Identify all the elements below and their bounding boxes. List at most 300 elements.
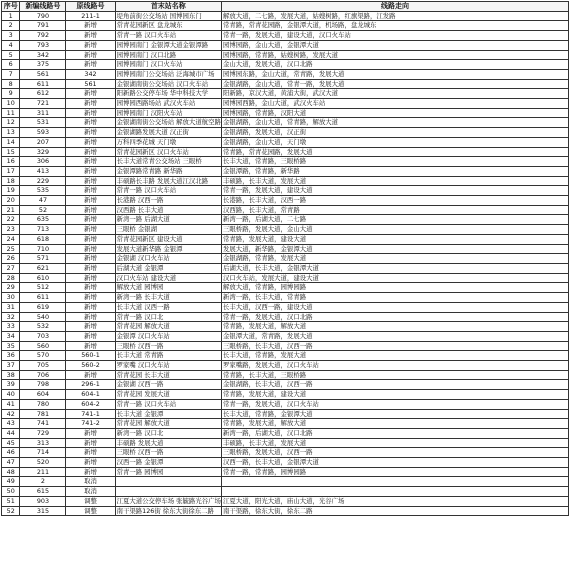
cell-seq: 19 bbox=[2, 186, 20, 196]
cell-terminal-start: 长丰大道常青公交场站 bbox=[116, 157, 181, 166]
cell-terminals bbox=[115, 254, 221, 264]
cell-terminals bbox=[115, 399, 221, 409]
header-old-route: 原线路号 bbox=[66, 2, 115, 12]
cell-new-route: 721 bbox=[20, 99, 66, 109]
cell-new-route: 532 bbox=[20, 322, 66, 332]
cell-new-route: 621 bbox=[20, 263, 66, 273]
cell-terminal-end: 三眼桥 bbox=[182, 157, 202, 166]
cell-terminals bbox=[115, 11, 221, 21]
cell-seq: 31 bbox=[2, 302, 20, 312]
cell-new-route: 611 bbox=[20, 293, 66, 303]
table-row bbox=[2, 40, 569, 50]
cell-terminal-end: 汉西一路 bbox=[137, 448, 164, 457]
table-row bbox=[2, 361, 569, 371]
cell-new-route: 211 bbox=[20, 467, 66, 477]
cell-terminal-end: 国博园东门 bbox=[169, 11, 202, 20]
cell-old-route: 新增 bbox=[66, 244, 115, 254]
cell-route-direction: 园博园路，常青路，姑嫂树路，发展大道 bbox=[222, 50, 569, 60]
cell-terminal-start: 丰硕路长丰路 bbox=[116, 176, 155, 185]
cell-seq: 43 bbox=[2, 419, 20, 429]
cell-new-route: 706 bbox=[20, 370, 66, 380]
cell-terminal-end: 汉正街 bbox=[169, 128, 189, 137]
cell-terminal-start: 汉西路 bbox=[116, 205, 136, 214]
cell-terminal-end: 张毓路光谷广场 bbox=[176, 496, 221, 505]
cell-route-direction: 常青一路，发展大道，建设大道 bbox=[222, 186, 569, 196]
header-route-direction: 线路走向 bbox=[222, 2, 569, 12]
cell-terminal-start: 金银湖 bbox=[116, 254, 136, 263]
cell-old-route: 新增 bbox=[66, 128, 115, 138]
cell-terminal-end: 金银湖 bbox=[137, 225, 157, 234]
cell-terminals bbox=[115, 60, 221, 70]
cell-route-direction: 三眼桥路，长丰大道，汉西一路 bbox=[222, 341, 569, 351]
cell-terminals bbox=[115, 428, 221, 438]
cell-terminal-end: 汉口火车站 bbox=[137, 254, 170, 263]
cell-terminal-end: 发展大道江汉北路 bbox=[156, 176, 209, 185]
cell-old-route: 新增 bbox=[66, 293, 115, 303]
cell-new-route: 703 bbox=[20, 331, 66, 341]
cell-new-route: 375 bbox=[20, 60, 66, 70]
cell-terminal-end: 汉口火车站 bbox=[144, 186, 177, 195]
cell-terminal-end: 汉口北 bbox=[144, 312, 164, 321]
table-row bbox=[2, 215, 569, 225]
cell-terminal-start: 常青花园 bbox=[116, 419, 143, 428]
cell-terminal-start: 常青花园 bbox=[116, 322, 143, 331]
cell-terminal-start: 长港路 bbox=[116, 196, 136, 205]
cell-terminals bbox=[115, 477, 221, 487]
table-row bbox=[2, 477, 569, 487]
header-terminals: 首末站名称 bbox=[115, 2, 221, 12]
cell-terminals bbox=[115, 390, 221, 400]
cell-seq: 52 bbox=[2, 506, 20, 516]
cell-new-route: 413 bbox=[20, 166, 66, 176]
cell-terminal-start: 江夏大道公交停车场 bbox=[116, 496, 175, 505]
cell-terminals bbox=[115, 380, 221, 390]
cell-new-route: 531 bbox=[20, 118, 66, 128]
cell-old-route: 新增 bbox=[66, 21, 115, 31]
cell-seq: 25 bbox=[2, 244, 20, 254]
table-row bbox=[2, 99, 569, 109]
cell-old-route: 新增 bbox=[66, 205, 115, 215]
cell-terminals bbox=[115, 370, 221, 380]
cell-terminals bbox=[115, 205, 221, 215]
cell-terminals bbox=[115, 108, 221, 118]
cell-terminals bbox=[115, 496, 221, 506]
cell-route-direction: 常青一路，发展大道，建设大道，汉口火车站 bbox=[222, 31, 569, 41]
cell-old-route: 新增 bbox=[66, 215, 115, 225]
cell-terminal-end: 盘龙城东 bbox=[156, 21, 183, 30]
cell-terminal-end: 金银潭 bbox=[144, 409, 164, 418]
cell-seq: 10 bbox=[2, 99, 20, 109]
cell-terminal-end: 发展大道 bbox=[144, 390, 170, 399]
cell-terminals bbox=[115, 293, 221, 303]
cell-seq: 16 bbox=[2, 157, 20, 167]
table-row bbox=[2, 409, 569, 419]
cell-seq: 30 bbox=[2, 293, 20, 303]
cell-terminal-start: 常青花园 bbox=[116, 390, 143, 399]
cell-old-route: 新增 bbox=[66, 467, 115, 477]
cell-route-direction: 三眼桥路，发展大道，汉西一路 bbox=[222, 448, 569, 458]
cell-seq: 9 bbox=[2, 89, 20, 99]
cell-old-route: 新增 bbox=[66, 312, 115, 322]
cell-terminals bbox=[115, 31, 221, 41]
table-row bbox=[2, 322, 569, 332]
cell-terminal-end: 汉阳火车站 bbox=[150, 108, 183, 117]
cell-terminal-end: 园博园 bbox=[144, 467, 164, 476]
cell-terminal-start: 金银湖南街公交场站 bbox=[116, 118, 175, 127]
cell-terminal-end: 建设大道 bbox=[156, 234, 183, 243]
cell-new-route: 618 bbox=[20, 234, 66, 244]
cell-terminal-end: 汉口火车站 bbox=[144, 31, 177, 40]
cell-terminal-start: 汉口火车站 bbox=[116, 273, 149, 282]
header-seq: 序号 bbox=[2, 2, 20, 12]
cell-route-direction: 常青路，发展大道，建设大道 bbox=[222, 390, 569, 400]
cell-terminal-end: 金银潭大道金银潭路 bbox=[150, 40, 209, 49]
table-row bbox=[2, 283, 569, 293]
table-row bbox=[2, 205, 569, 215]
cell-seq: 44 bbox=[2, 428, 20, 438]
cell-terminal-start: 金银潭 bbox=[116, 331, 136, 340]
cell-old-route: 新增 bbox=[66, 40, 115, 50]
cell-terminal-start: 金银湖路发展大道 bbox=[116, 128, 168, 137]
cell-old-route: 新增 bbox=[66, 31, 115, 41]
cell-terminal-start: 罗家嘴 bbox=[116, 361, 136, 370]
cell-terminal-start: 新湾一路 bbox=[116, 428, 143, 437]
cell-terminals bbox=[115, 99, 221, 109]
table-row bbox=[2, 234, 569, 244]
table-row bbox=[2, 176, 569, 186]
cell-old-route: 新增 bbox=[66, 147, 115, 157]
cell-terminal-end: 解放大道航空路 bbox=[176, 118, 221, 127]
cell-route-direction: 园博园东路，金山大道，常青路，发展大道 bbox=[222, 69, 569, 79]
table-row bbox=[2, 79, 569, 89]
header-new-route: 新编线路号 bbox=[20, 2, 66, 12]
cell-new-route: 791 bbox=[20, 21, 66, 31]
cell-terminals bbox=[115, 506, 221, 516]
cell-route-direction: 丰硕路，长丰大道，发展大道 bbox=[222, 176, 569, 186]
cell-terminal-start: 常青花园新区 bbox=[116, 147, 155, 156]
table-row bbox=[2, 506, 569, 516]
cell-route-direction: 金银潭路，常青路，新华路 bbox=[222, 166, 569, 176]
cell-terminals bbox=[115, 409, 221, 419]
cell-route-direction: 常青一路，发展大道，汉口火车站 bbox=[222, 399, 569, 409]
cell-terminals bbox=[115, 361, 221, 371]
cell-terminal-start: 新湾一路 bbox=[116, 215, 143, 224]
cell-terminal-end: 长丰大道 bbox=[137, 205, 164, 214]
cell-terminals bbox=[115, 302, 221, 312]
cell-new-route: 635 bbox=[20, 215, 66, 225]
cell-route-direction: 汉西路，长丰大道，常青路 bbox=[222, 205, 569, 215]
cell-terminal-end: 汉口火车站 bbox=[137, 331, 170, 340]
cell-terminals bbox=[115, 351, 221, 361]
cell-terminals bbox=[115, 273, 221, 283]
cell-old-route: 741-2 bbox=[66, 419, 115, 429]
cell-route-direction bbox=[222, 477, 569, 487]
cell-terminal-start: 园博园南门公交场站 bbox=[116, 69, 175, 78]
cell-seq: 36 bbox=[2, 351, 20, 361]
table-row bbox=[2, 50, 569, 60]
table-row bbox=[2, 263, 569, 273]
cell-terminal-start: 园博园南门 bbox=[116, 50, 149, 59]
cell-terminals bbox=[115, 263, 221, 273]
table-row bbox=[2, 380, 569, 390]
cell-new-route: 512 bbox=[20, 283, 66, 293]
cell-new-route: 313 bbox=[20, 438, 66, 448]
cell-route-direction: 三眼桥路，发展大道，金山大道 bbox=[222, 225, 569, 235]
cell-seq: 48 bbox=[2, 467, 20, 477]
table-row bbox=[2, 496, 569, 506]
cell-terminals bbox=[115, 322, 221, 332]
cell-terminals bbox=[115, 166, 221, 176]
table-row bbox=[2, 157, 569, 167]
cell-old-route: 新增 bbox=[66, 99, 115, 109]
cell-old-route: 取消 bbox=[66, 487, 115, 497]
cell-seq: 7 bbox=[2, 69, 20, 79]
cell-terminals bbox=[115, 79, 221, 89]
cell-terminals bbox=[115, 283, 221, 293]
table-row bbox=[2, 147, 569, 157]
cell-new-route: 798 bbox=[20, 380, 66, 390]
cell-terminal-start: 长丰大道 bbox=[116, 409, 143, 418]
cell-old-route: 新增 bbox=[66, 263, 115, 273]
cell-terminals bbox=[115, 89, 221, 99]
cell-new-route: 729 bbox=[20, 428, 66, 438]
cell-seq: 14 bbox=[2, 137, 20, 147]
cell-terminal-end: 汉西一路 bbox=[137, 380, 164, 389]
cell-new-route: 311 bbox=[20, 108, 66, 118]
cell-old-route: 新增 bbox=[66, 225, 115, 235]
cell-terminal-start: 常青花园新区 bbox=[116, 21, 155, 30]
table-row bbox=[2, 312, 569, 322]
table-row bbox=[2, 467, 569, 477]
cell-seq: 46 bbox=[2, 448, 20, 458]
cell-new-route: 611 bbox=[20, 79, 66, 89]
cell-terminals bbox=[115, 225, 221, 235]
cell-old-route: 新增 bbox=[66, 157, 115, 167]
cell-seq: 27 bbox=[2, 263, 20, 273]
cell-route-direction: 常青路，发展大道，解放大道 bbox=[222, 419, 569, 429]
cell-seq: 18 bbox=[2, 176, 20, 186]
cell-terminal-start: 长丰大道 bbox=[116, 351, 143, 360]
cell-old-route: 新增 bbox=[66, 166, 115, 176]
cell-route-direction: 金银湖路，常青路，发展大道 bbox=[222, 254, 569, 264]
cell-old-route: 新增 bbox=[66, 322, 115, 332]
cell-terminal-end: 园博园 bbox=[144, 283, 164, 292]
cell-terminals bbox=[115, 234, 221, 244]
cell-terminal-end: 长丰大道 bbox=[144, 370, 170, 379]
cell-seq: 35 bbox=[2, 341, 20, 351]
cell-old-route: 调整 bbox=[66, 496, 115, 506]
cell-terminals bbox=[115, 467, 221, 477]
cell-route-direction: 金银湖路，金山大道，天门墩 bbox=[222, 137, 569, 147]
cell-new-route: 306 bbox=[20, 157, 66, 167]
cell-seq: 42 bbox=[2, 409, 20, 419]
cell-seq: 45 bbox=[2, 438, 20, 448]
cell-route-direction: 常青路，常青花园路，金银潭大道，机场路，盘龙城东 bbox=[222, 21, 569, 31]
cell-terminals bbox=[115, 244, 221, 254]
table-row bbox=[2, 89, 569, 99]
cell-terminal-end: 华中科技大学 bbox=[169, 89, 209, 98]
cell-terminal-end: 汉口北路 bbox=[150, 50, 177, 59]
cell-seq: 29 bbox=[2, 283, 20, 293]
cell-terminal-end: 汉口火车站 bbox=[150, 60, 183, 69]
table-body bbox=[2, 11, 569, 516]
table-row bbox=[2, 419, 569, 429]
table-row bbox=[2, 399, 569, 409]
cell-old-route: 新增 bbox=[66, 118, 115, 128]
cell-old-route: 新增 bbox=[66, 60, 115, 70]
cell-old-route: 新增 bbox=[66, 234, 115, 244]
cell-terminal-start: 堤角前街公交场站 bbox=[116, 11, 168, 20]
cell-old-route: 211-1 bbox=[66, 11, 115, 21]
cell-new-route: 714 bbox=[20, 448, 66, 458]
cell-seq: 23 bbox=[2, 225, 20, 235]
cell-terminal-start: 汉西一路 bbox=[116, 458, 143, 467]
cell-terminal-start: 三眼桥 bbox=[116, 341, 136, 350]
cell-route-direction: 发展大道，新华路，金银潭大道 bbox=[222, 244, 569, 254]
cell-terminal-end: 汉西一路 bbox=[137, 196, 164, 205]
table-row bbox=[2, 254, 569, 264]
cell-new-route: 52 bbox=[20, 205, 66, 215]
cell-old-route: 新增 bbox=[66, 331, 115, 341]
cell-new-route: 207 bbox=[20, 137, 66, 147]
table-row bbox=[2, 448, 569, 458]
cell-old-route: 新增 bbox=[66, 283, 115, 293]
cell-seq: 41 bbox=[2, 399, 20, 409]
table-row bbox=[2, 60, 569, 70]
table-row bbox=[2, 118, 569, 128]
cell-route-direction: 罗家嘴路，发展大道，汉口火车站 bbox=[222, 361, 569, 371]
cell-route-direction: 常青一路，发展大道，汉口北路 bbox=[222, 312, 569, 322]
cell-new-route: 903 bbox=[20, 496, 66, 506]
cell-route-direction: 园博园路，常青路，汉阳大道 bbox=[222, 108, 569, 118]
cell-seq: 6 bbox=[2, 60, 20, 70]
cell-terminal-start: 南干渠路126街 bbox=[116, 506, 161, 515]
cell-new-route: 604 bbox=[20, 390, 66, 400]
cell-seq: 37 bbox=[2, 361, 20, 371]
cell-seq: 12 bbox=[2, 118, 20, 128]
table-row bbox=[2, 390, 569, 400]
cell-terminals bbox=[115, 487, 221, 497]
table-row bbox=[2, 438, 569, 448]
cell-terminal-end: 解放大道 bbox=[144, 322, 170, 331]
cell-route-direction: 常青路，常青花园路，发展大道 bbox=[222, 147, 569, 157]
cell-terminal-start: 丰硕路 bbox=[116, 438, 136, 447]
cell-new-route: 229 bbox=[20, 176, 66, 186]
cell-terminal-end: 发展大道 bbox=[137, 438, 164, 447]
cell-terminals bbox=[115, 312, 221, 322]
cell-terminal-start: 常青一路 bbox=[116, 399, 143, 408]
cell-terminals bbox=[115, 128, 221, 138]
cell-route-direction: 金银湖路，发展大道，汉正街 bbox=[222, 128, 569, 138]
cell-terminal-end: 长丰大道 bbox=[144, 293, 170, 302]
cell-seq: 40 bbox=[2, 390, 20, 400]
cell-seq: 22 bbox=[2, 215, 20, 225]
cell-terminals bbox=[115, 118, 221, 128]
cell-terminals bbox=[115, 69, 221, 79]
cell-terminals bbox=[115, 137, 221, 147]
cell-terminals bbox=[115, 419, 221, 429]
cell-route-direction: 后湖大道，长丰大道，金银潭大道 bbox=[222, 263, 569, 273]
table-row bbox=[2, 225, 569, 235]
cell-seq: 15 bbox=[2, 147, 20, 157]
cell-route-direction: 阳新路，京汉大道，黄浦大街，武汉大道 bbox=[222, 89, 569, 99]
cell-terminal-start: 常青花园新区 bbox=[116, 234, 155, 243]
cell-terminal-end: 新华路 bbox=[163, 166, 183, 175]
cell-route-direction: 长丰大道，常青路，金银潭大道 bbox=[222, 409, 569, 419]
cell-terminal-start: 金银湖南街公交场站 bbox=[116, 79, 175, 88]
cell-terminal-start: 园博园南门 bbox=[116, 60, 149, 69]
cell-terminal-start: 后湖大道 bbox=[116, 263, 143, 272]
cell-route-direction: 金银潭大道，常青路，发展大道 bbox=[222, 331, 569, 341]
cell-terminal-start: 常青花园 bbox=[116, 370, 143, 379]
table-row bbox=[2, 31, 569, 41]
cell-terminals bbox=[115, 438, 221, 448]
table-row bbox=[2, 186, 569, 196]
cell-terminal-start: 三眼桥 bbox=[116, 225, 136, 234]
cell-new-route: 612 bbox=[20, 89, 66, 99]
cell-seq: 4 bbox=[2, 40, 20, 50]
cell-old-route: 新增 bbox=[66, 186, 115, 196]
cell-route-direction: 长丰大道，常青路，三眼桥路 bbox=[222, 157, 569, 167]
cell-terminal-start: 三眼桥 bbox=[116, 448, 136, 457]
cell-new-route: 570 bbox=[20, 351, 66, 361]
cell-route-direction: 金银湖路，金山大道，常青一路，发展大道 bbox=[222, 79, 569, 89]
cell-terminal-end: 建设大道 bbox=[150, 273, 177, 282]
table-row bbox=[2, 458, 569, 468]
cell-terminal-start: 常青一路 bbox=[116, 467, 143, 476]
cell-old-route: 新增 bbox=[66, 50, 115, 60]
cell-new-route: 47 bbox=[20, 196, 66, 206]
cell-new-route: 780 bbox=[20, 399, 66, 409]
cell-terminal-start: 园博园南门 bbox=[116, 108, 149, 117]
table-row bbox=[2, 244, 569, 254]
cell-new-route: 329 bbox=[20, 147, 66, 157]
cell-seq: 28 bbox=[2, 273, 20, 283]
cell-new-route: 615 bbox=[20, 487, 66, 497]
cell-seq: 49 bbox=[2, 477, 20, 487]
cell-route-direction: 常青路，发展大道，解放大道 bbox=[222, 322, 569, 332]
cell-old-route: 560-2 bbox=[66, 361, 115, 371]
cell-new-route: 561 bbox=[20, 69, 66, 79]
cell-old-route: 新增 bbox=[66, 341, 115, 351]
cell-route-direction: 长丰大道，汉西一路，建设大道 bbox=[222, 302, 569, 312]
cell-seq: 24 bbox=[2, 234, 20, 244]
cell-route-direction: 金银湖路，长丰大道，汉西一路 bbox=[222, 380, 569, 390]
cell-terminal-start: 金银潭路常青路 bbox=[116, 166, 162, 175]
cell-terminal-start: 金银湖 bbox=[116, 380, 136, 389]
cell-new-route: 741 bbox=[20, 419, 66, 429]
cell-new-route: 619 bbox=[20, 302, 66, 312]
cell-old-route: 新增 bbox=[66, 448, 115, 458]
cell-terminal-start: 发展大道新华路 bbox=[116, 244, 162, 253]
table-row bbox=[2, 166, 569, 176]
cell-route-direction: 南干渠路，徐东大街，徐东二路 bbox=[222, 506, 569, 516]
cell-old-route: 741-1 bbox=[66, 409, 115, 419]
cell-new-route: 710 bbox=[20, 244, 66, 254]
cell-route-direction: 解放大道，二七路，发展大道，姑嫂树路，红旗渠路，江发路 bbox=[222, 11, 569, 21]
cell-old-route: 342 bbox=[66, 69, 115, 79]
cell-new-route: 535 bbox=[20, 186, 66, 196]
cell-terminals bbox=[115, 196, 221, 206]
cell-terminal-end: 后湖大道 bbox=[144, 215, 170, 224]
cell-terminal-end: 汉口北 bbox=[144, 428, 164, 437]
cell-terminals bbox=[115, 40, 221, 50]
cell-terminal-end: 金银潭 bbox=[144, 263, 164, 272]
cell-route-direction bbox=[222, 487, 569, 497]
cell-seq: 33 bbox=[2, 322, 20, 332]
cell-seq: 13 bbox=[2, 128, 20, 138]
cell-new-route: 2 bbox=[20, 477, 66, 487]
